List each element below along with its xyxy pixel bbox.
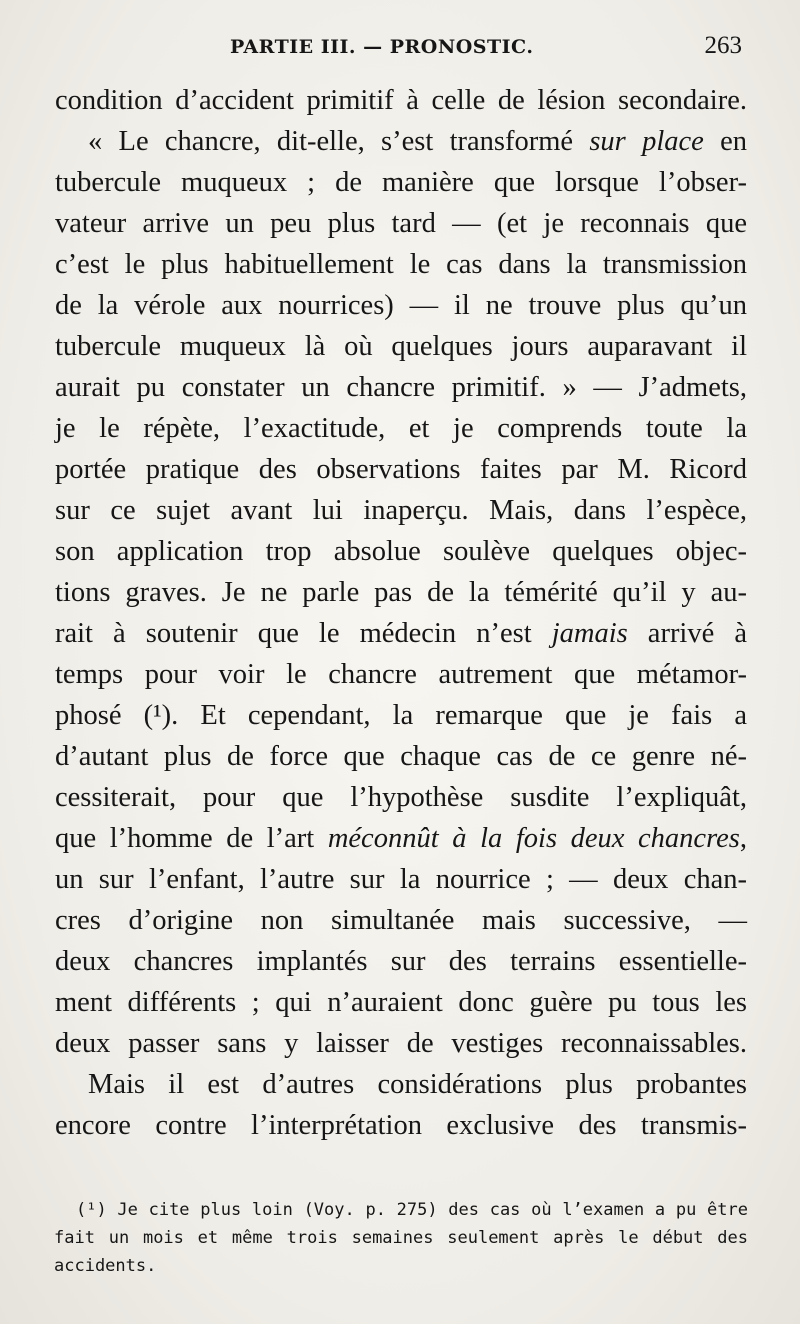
text-line: « Le chancre, dit-elle, s’est transformé sur place en <box>88 126 747 157</box>
text-line: je le répète, l’exactitude, et je comprends toute la <box>55 413 747 444</box>
text-line: temps pour voir le chancre autrement que métamor- <box>55 659 747 690</box>
text-line: Mais il est d’autres considérations plus probantes <box>88 1069 747 1100</box>
text-line: phosé (¹). Et cependant, la remarque que je fais a <box>55 700 747 731</box>
running-head: PARTIE III. — PRONOSTIC. <box>230 36 534 58</box>
text-line: ment différents ; qui n’auraient donc guère pu tous les <box>55 987 747 1018</box>
text-line: rait à soutenir que le médecin n’est jamais arrivé à <box>55 618 747 649</box>
text-line: tubercule muqueux ; de manière que lorsque l’obser- <box>55 167 747 198</box>
text-line: tions graves. Je ne parle pas de la témérité qu’il y au- <box>55 577 747 608</box>
text-line: condition d’accident primitif à celle de lésion secondaire. <box>55 85 747 116</box>
text-line: que l’homme de l’art méconnût à la fois deux chancres, <box>55 823 747 854</box>
text-line: de la vérole aux nourrices) — il ne trouve plus qu’un <box>55 290 747 321</box>
text-line: tubercule muqueux là où quelques jours auparavant il <box>55 331 747 362</box>
page-number: 263 <box>704 32 742 59</box>
footnote-line: (¹) Je cite plus loin (Voy. p. 275) des cas où l’examen a pu être <box>76 1200 748 1220</box>
text-line: son application trop absolue soulève quelques objec- <box>55 536 747 567</box>
text-line: encore contre l’interprétation exclusive des transmis- <box>55 1110 747 1141</box>
text-line: portée pratique des observations faites par M. Ricord <box>55 454 747 485</box>
footnote-line: fait un mois et même trois semaines seulement après le début des <box>54 1228 748 1248</box>
text-line: cessiterait, pour que l’hypothèse susdite l’expliquât, <box>55 782 747 813</box>
text-line: sur ce sujet avant lui inaperçu. Mais, dans l’espèce, <box>55 495 747 526</box>
text-line: c’est le plus habituellement le cas dans la transmission <box>55 249 747 280</box>
text-line: un sur l’enfant, l’autre sur la nourrice ; — deux chan- <box>55 864 747 895</box>
text-line: cres d’origine non simultanée mais successive, — <box>55 905 747 936</box>
text-line: deux passer sans y laisser de vestiges reconnaissables. <box>55 1028 747 1059</box>
text-line: vateur arrive un peu plus tard — (et je reconnais que <box>55 208 747 239</box>
text-line: deux chancres implantés sur des terrains essentielle- <box>55 946 747 977</box>
text-line: d’autant plus de force que chaque cas de ce genre né- <box>55 741 747 772</box>
text-line: aurait pu constater un chancre primitif. » — J’admets, <box>55 372 747 403</box>
footnote-line: accidents. <box>54 1256 157 1276</box>
